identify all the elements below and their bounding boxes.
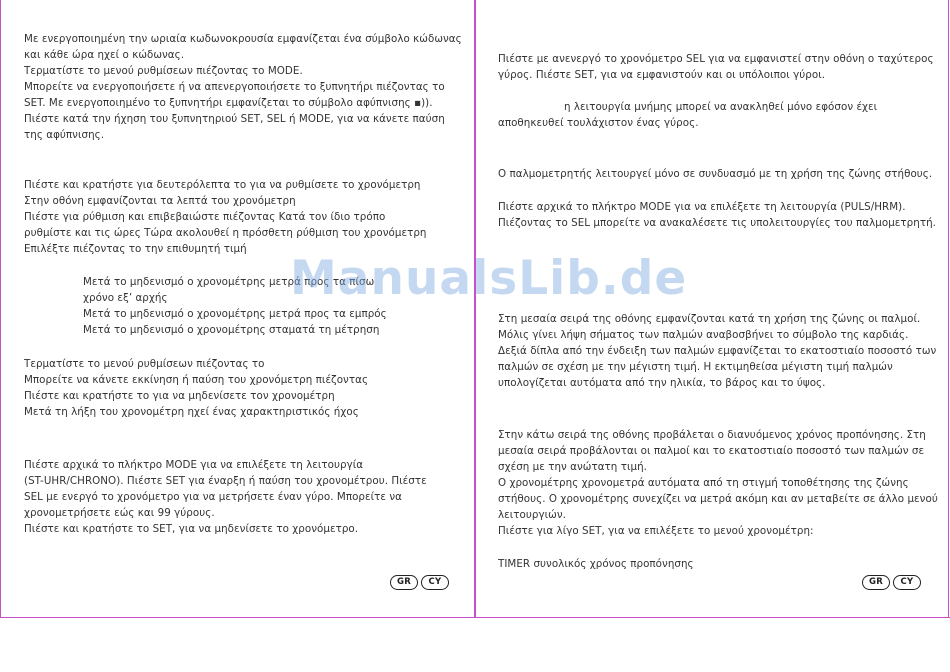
- text-line: Πιέστε και κρατήστε για δευτερόλεπτα το για να ρυθμίσετε το χρονόμετρη: [24, 179, 421, 191]
- text-line: Μετά το μηδενισμό ο χρονομέτρης σταματά τη μέτρηση: [83, 324, 380, 336]
- text-line: Στην οθόνη εμφανίζονται τα λεπτά του χρονόμετρη: [24, 195, 296, 207]
- text-line: SEL με ενεργό το χρονόμετρο για να μετρήσετε έναν γύρο. Μπορείτε να: [24, 491, 402, 503]
- text-line: γύρος. Πιέστε SET, για να εμφανιστούν και οι υπόλοιποι γύροι.: [498, 69, 826, 81]
- text-line: λειτουργιών.: [498, 509, 566, 521]
- text-line: υπολογίζεται αυτόματα από την ηλικία, το βάρος και το ύψος.: [498, 377, 826, 389]
- text-line: Με ενεργοποιημένη την ωριαία κωδωνοκρουσία εμφανίζεται ένα σύμβολο κώδωνας: [24, 33, 462, 45]
- text-line: Ο παλμομετρητής λειτουργεί μόνο σε συνδυασμό με τη χρήση της ζώνης στήθους.: [498, 168, 933, 180]
- text-line: Τερματίστε το μενού ρυθμίσεων πιέζοντας το MODE.: [24, 65, 303, 77]
- text-line: Στην κάτω σειρά της οθόνης προβάλεται ο διανυόμενος χρόνος προπόνησης. Στη: [498, 429, 926, 441]
- text-line: Μόλις γίνει λήψη σήματος των παλμών αναβοσβήνει το σύμβολο της καρδιάς.: [498, 329, 909, 341]
- right-page: [476, 0, 948, 618]
- text-line: μεσαία σειρά προβάλονται οι παλμοί και το εκατοστιαίο ποσοστό των παλμών σε: [498, 445, 925, 457]
- text-line: Μετά το μηδενισμό ο χρονομέτρης μετρά προς τα πίσω: [83, 276, 375, 288]
- text-line: παλμών σε σχέση με την μέγιστη τιμή. Η εκτιμηθείσα μέγιστη τιμή παλμών: [498, 361, 893, 373]
- text-line: ρυθμίστε και τις ώρες Τώρα ακολουθεί η πρόσθετη ρύθμιση του χρονόμετρη: [24, 227, 427, 239]
- language-badges: [862, 575, 921, 590]
- text-line: Πιέστε για ρύθμιση και επιβεβαιώστε πιέζοντας Κατά τον ίδιο τρόπο: [24, 211, 386, 223]
- text-line: χρονομετρήσετε εώς και 99 γύρους.: [24, 507, 215, 519]
- text-line: Μετά το μηδενισμό ο χρονομέτρης μετρά προς τα εμπρός: [83, 308, 387, 320]
- text-line: χρόνο εξ’ αρχής: [83, 292, 168, 304]
- left-page: [0, 0, 474, 618]
- text-line: και κάθε ώρα ηχεί ο κώδωνας.: [24, 49, 185, 61]
- text-line: Πιέστε και κρατήστε το για να μηδενίσετε τον χρονομέτρη: [24, 390, 335, 402]
- language-badge-gr: GR: [862, 575, 890, 590]
- text-line: της αφύπνισης.: [24, 129, 105, 141]
- text-line: Πιέζοντας το SEL μπορείτε να ανακαλέσετε τις υπολειτουργίες του παλμομετρητή.: [498, 217, 936, 229]
- text-line: στήθους. Ο χρονομέτρης συνεχίζει να μετρά ακόμη και αν μεταβείτε σε άλλο μενού: [498, 493, 938, 505]
- language-badge-gr: GR: [390, 575, 418, 590]
- text-line: Τερματίστε το μενού ρυθμίσεων πιέζοντας το: [24, 358, 265, 370]
- language-badge-cy: CY: [421, 575, 449, 590]
- text-line: Πιέστε και κρατήστε το SET, για να μηδενίσετε το χρονόμετρο.: [24, 523, 359, 535]
- language-badge-cy: CY: [893, 575, 921, 590]
- language-badges: [390, 575, 449, 590]
- text-line: η λειτουργία μνήμης μπορεί να ανακληθεί μόνο εφόσον έχει: [564, 101, 878, 113]
- text-line: Δεξιά δίπλα από την ένδειξη των παλμών εμφανίζεται το εκατοστιαίο ποσοστό των: [498, 345, 937, 357]
- text-line: Επιλέξτε πιέζοντας το την επιθυμητή τιμή: [24, 243, 247, 255]
- text-line: Ο χρονομέτρης χρονομετρά αυτόματα από τη στιγμή τοποθέτησης της ζώνης: [498, 477, 909, 489]
- text-line: σχέση με την ανώτατη τιμή.: [498, 461, 647, 473]
- text-line: Μετά τη λήξη του χρονομέτρη ηχεί ένας χαρακτηριστικός ήχος: [24, 406, 359, 418]
- text-line: (ST-UHR/CHRONO). Πιέστε SET για έναρξη ή παύση του χρονομέτρου. Πιέστε: [24, 475, 427, 487]
- text-line: αποθηκευθεί τουλάχιστον ένας γύρος.: [498, 117, 699, 129]
- text-line: Μπορείτε να κάνετε εκκίνηση ή παύση του χρονόμετρη πιέζοντας: [24, 374, 369, 386]
- text-line: Πιέστε με ανενεργό το χρονόμετρο SEL για να εμφανιστεί στην οθόνη ο ταχύτερος: [498, 53, 934, 65]
- text-line: Στη μεσαία σειρά της οθόνης εμφανίζονται κατά τη χρήση της ζώνης οι παλμοί.: [498, 313, 921, 325]
- text-line: Πιέστε για λίγο SET, για να επιλέξετε το μενού χρονομέτρη:: [498, 525, 814, 537]
- text-line: Πιέστε αρχικά το πλήκτρο MODE για να επιλέξετε τη λειτουργία (PULS/HRM).: [498, 201, 906, 213]
- trim-line-right: [948, 0, 949, 618]
- text-line: SET. Με ενεργοποιημένο το ξυπνητήρι εμφανίζεται το σύμβολο αφύπνισης ▪)).: [24, 97, 433, 109]
- text-line: TIMER συνολικός χρόνος προπόνησης: [498, 558, 694, 570]
- text-line: Μπορείτε να ενεργοποιήσετε ή να απενεργοποιήσετε το ξυπνητήρι πιέζοντας το: [24, 81, 445, 93]
- watermark-text: ManualsLib.de: [290, 251, 688, 306]
- text-line: Πιέστε αρχικά το πλήκτρο MODE για να επιλέξετε τη λειτουργία: [24, 459, 364, 471]
- text-line: Πιέστε κατά την ήχηση του ξυπνητηριού SET, SEL ή MODE, για να κάνετε παύση: [24, 113, 445, 125]
